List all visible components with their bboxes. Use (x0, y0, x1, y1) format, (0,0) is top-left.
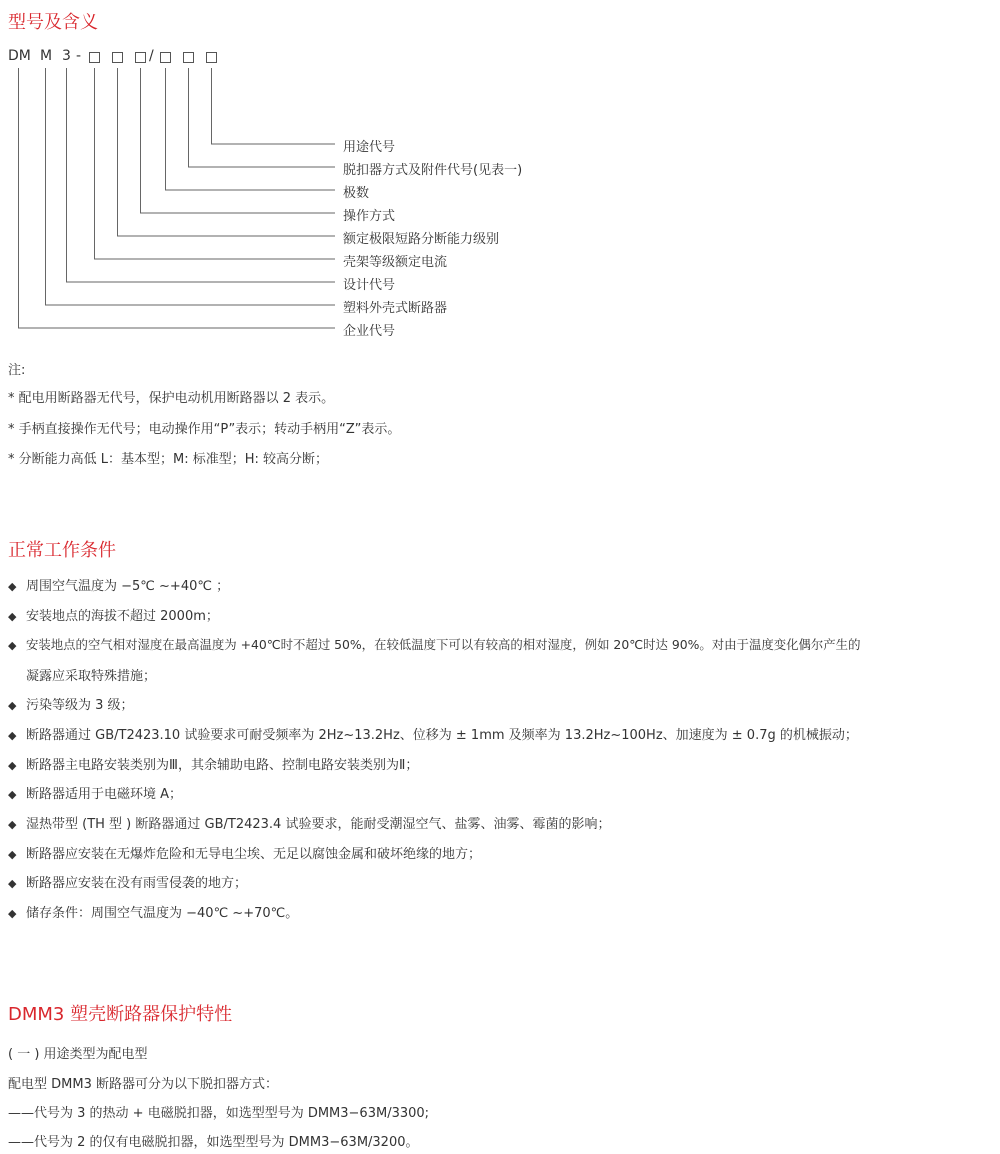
list-item: ◆ 断路器适用于电磁环境 A； (8, 787, 183, 802)
diamond-bullet-icon: ◆ (8, 580, 17, 593)
list-item: ◆ 储存条件：周围空气温度为 −40℃ ~+70℃。 (8, 906, 299, 921)
diamond-bullet-icon: ◆ (8, 699, 17, 712)
line-breaking-level (118, 68, 336, 236)
list-item: ◆ 湿热带型 (TH 型 ) 断路器通过 GB/T2423.4 试验要求，能耐受潮湿空气、盐雾、油雾、霉菌的影响； (8, 817, 611, 832)
section-title-conditions: 正常工作条件 (8, 540, 116, 561)
section-title-protection: DMM3 塑壳断路器保护特性 (8, 1004, 233, 1025)
code-type: M (40, 48, 53, 64)
section-title-model: 型号及含义 (8, 12, 98, 33)
protection-line-3: ——代号为 3 的热动 + 电磁脱扣器，如选型型号为 DMM3−63M/3300; (8, 1106, 430, 1121)
list-item-continuation: 凝露应采取特殊措施； (26, 669, 157, 684)
list-item: ◆ 断路器应安装在无爆炸危险和无导电尘埃、无足以腐蚀金属和破坏绝缘的地方； (8, 847, 482, 862)
label-design: 设计代号 (343, 278, 396, 293)
label-poles: 极数 (343, 186, 370, 201)
protection-line-2: 配电型 DMM3 断路器可分为以下脱扣器方式： (8, 1077, 278, 1092)
line-operation (141, 68, 336, 213)
code-slash: / (149, 48, 154, 64)
diamond-bullet-icon: ◆ (8, 818, 17, 831)
notes-title: 注: (8, 363, 26, 378)
diamond-bullet-icon: ◆ (8, 610, 17, 623)
label-company: 企业代号 (343, 324, 396, 339)
diamond-bullet-icon: ◆ (8, 788, 17, 801)
list-item: ◆ 安装地点的空气相对湿度在最高温度为 +40℃时不超过 50%，在较低温度下可以有较高的相对湿度，例如 20℃时达 90%。对由于温度变化偶尔产生的 (8, 637, 861, 652)
protection-line-4: ——代号为 2 的仅有电磁脱扣器，如选型型号为 DMM3−63M/3200。 (8, 1135, 419, 1150)
label-release: 脱扣器方式及附件代号(见表一) (343, 163, 523, 178)
line-usage (212, 68, 336, 144)
diamond-bullet-icon: ◆ (8, 848, 17, 861)
line-design (67, 68, 336, 282)
note-3: * 分断能力高低 L：基本型；M: 标准型；H: 较高分断； (8, 452, 329, 467)
list-item: ◆ 断路器主电路安装类别为Ⅲ，其余辅助电路、控制电路安装类别为Ⅱ； (8, 758, 419, 773)
diamond-bullet-icon: ◆ (8, 907, 17, 920)
line-company (19, 68, 336, 328)
list-item: ◆ 断路器通过 GB/T2423.10 试验要求可耐受频率为 2Hz~13.2Hz、位移为 ± 1mm 及频率为 13.2Hz~100Hz、加速度为 ± 0.7g 的机械振动； (8, 728, 858, 743)
line-frame-current (95, 68, 336, 259)
diamond-bullet-icon: ◆ (8, 639, 17, 652)
label-breaking-level: 额定极限短路分断能力级别 (343, 232, 500, 247)
diamond-bullet-icon: ◆ (8, 759, 17, 772)
note-1: * 配电用断路器无代号，保护电动机用断路器以 2 表示。 (8, 391, 335, 406)
list-item: ◆ 污染等级为 3 级； (8, 698, 134, 713)
list-item: ◆ 周围空气温度为 −5℃ ~+40℃ ； (8, 579, 230, 594)
code-design: 3 (62, 48, 71, 64)
code-company: DM (8, 48, 31, 64)
list-item: ◆ 安装地点的海拔不超过 2000m； (8, 609, 219, 624)
line-type (46, 68, 336, 305)
line-release (189, 68, 336, 167)
list-item: ◆ 断路器应安装在没有雨雪侵袭的地方； (8, 876, 248, 891)
label-frame-current: 壳架等级额定电流 (343, 255, 448, 270)
diamond-bullet-icon: ◆ (8, 877, 17, 890)
protection-line-1: ( 一 ) 用途类型为配电型 (8, 1047, 148, 1062)
label-type: 塑料外壳式断路器 (343, 301, 448, 316)
label-operation: 操作方式 (343, 209, 396, 224)
label-usage: 用途代号 (343, 140, 396, 155)
line-poles (166, 68, 336, 190)
code-dash: - (76, 48, 82, 64)
diamond-bullet-icon: ◆ (8, 729, 17, 742)
note-2: * 手柄直接操作无代号；电动操作用“P”表示；转动手柄用“Z”表示。 (8, 422, 401, 437)
